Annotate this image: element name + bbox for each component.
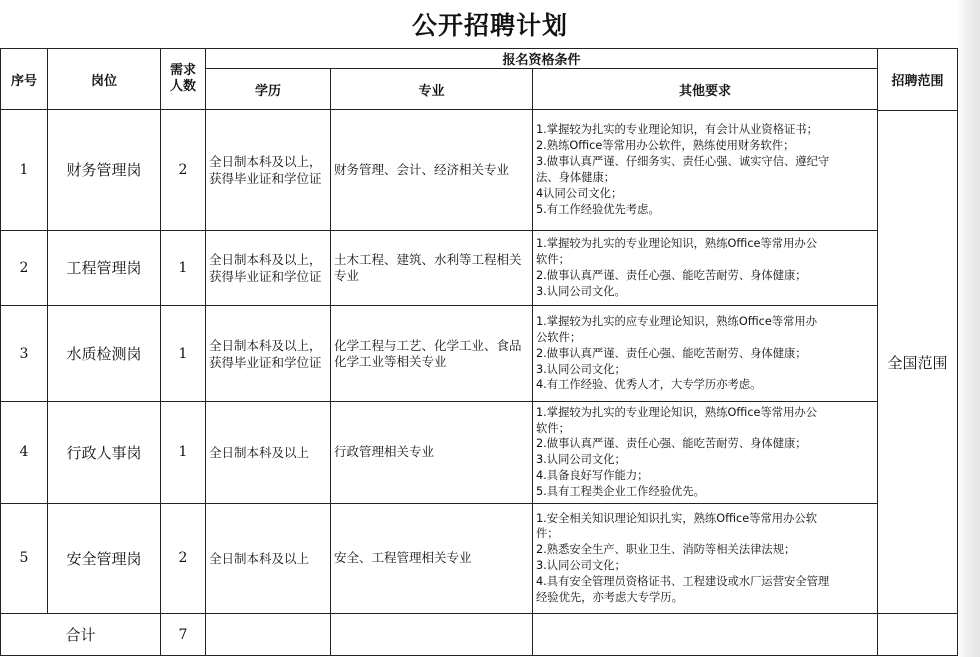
table-row — [1, 230, 958, 305]
header-scope: 招聘范围 — [878, 49, 957, 111]
total-row — [1, 614, 958, 656]
education-line: 获得毕业证和学位证 — [209, 354, 322, 370]
requirement-line: 1.安全相关知识理论知识扎实，熟练Office等常用办公软 — [536, 511, 817, 525]
row-major — [331, 503, 533, 613]
row-requirements — [533, 402, 878, 503]
header-scope-column — [878, 49, 958, 614]
recruitment-table — [0, 48, 958, 656]
row-education — [206, 110, 331, 230]
row-position: 工程管理岗 — [48, 230, 161, 305]
requirement-line: 经验优先，亦考虑大专学历。 — [536, 591, 683, 605]
total-label: 合计 — [1, 614, 161, 656]
row-seq: 2 — [1, 230, 48, 305]
row-count: 1 — [161, 305, 206, 401]
row-position: 水质检测岗 — [48, 305, 161, 401]
major-line: 专业 — [334, 267, 360, 283]
row-count: 1 — [161, 230, 206, 305]
requirement-line: 2.熟悉安全生产、职业卫生、消防等相关法律法规； — [536, 543, 796, 557]
row-count: 1 — [161, 402, 206, 503]
header-count-line2: 人数 — [169, 79, 196, 95]
total-value: 7 — [161, 614, 206, 656]
total-empty-cell — [878, 614, 958, 656]
row-seq: 1 — [1, 110, 48, 230]
header-row-1 — [1, 49, 958, 69]
header-position: 岗位 — [48, 49, 161, 110]
total-empty-cell — [331, 614, 533, 656]
requirement-line: 4.有工作经验、优秀人才，大专学历亦考虑。 — [536, 378, 762, 392]
requirement-line: 软件； — [536, 421, 570, 435]
row-education — [206, 503, 331, 613]
row-seq: 3 — [1, 305, 48, 401]
requirement-line: 2.做事认真严谨、责任心强、能吃苦耐劳、身体健康； — [536, 346, 807, 360]
row-major — [331, 110, 533, 230]
row-education — [206, 402, 331, 503]
header-count-line1: 需求 — [169, 63, 196, 79]
requirement-line: 1.掌握较为扎实的专业理论知识，有会计从业资格证书； — [536, 123, 818, 137]
major-line: 财务管理、会计、经济相关专业 — [334, 161, 510, 177]
table-row — [1, 402, 958, 503]
major-line: 化学工业等相关专业 — [334, 353, 447, 369]
header-other: 其他要求 — [533, 69, 878, 110]
requirement-line: 件； — [536, 527, 559, 541]
major-line: 土木工程、建筑、水利等工程相关 — [334, 251, 522, 267]
header-count — [161, 49, 206, 110]
row-count: 2 — [161, 503, 206, 613]
requirement-line: 1.掌握较为扎实的专业理论知识，熟练Office等常用办公 — [536, 236, 817, 250]
requirement-line: 4认同公司文化； — [536, 186, 623, 200]
requirement-line: 1.掌握较为扎实的专业理论知识，熟练Office等常用办公 — [536, 405, 817, 419]
header-major: 专业 — [331, 69, 533, 110]
table-row — [1, 503, 958, 613]
requirement-line: 4.具备良好写作能力； — [536, 469, 649, 483]
major-line: 安全、工程管理相关专业 — [334, 550, 472, 566]
requirement-line: 4.具有安全管理员资格证书、工程建设或水厂运营安全管理 — [536, 575, 830, 589]
major-line: 化学工程与工艺、化学工业、食品 — [334, 337, 522, 353]
requirement-line: 3.认同公司文化； — [536, 362, 626, 376]
total-empty-cell — [533, 614, 878, 656]
table-row — [1, 110, 958, 230]
education-line: 全日制本科及以上， — [209, 337, 322, 353]
education-line: 全日制本科及以上 — [209, 444, 310, 460]
header-education: 学历 — [206, 69, 331, 110]
row-requirements — [533, 305, 878, 401]
row-requirements — [533, 110, 878, 230]
row-education — [206, 305, 331, 401]
page-title: 公开招聘计划 — [411, 11, 568, 40]
row-position: 安全管理岗 — [48, 503, 161, 613]
row-education — [206, 230, 331, 305]
requirement-line: 1.掌握较为扎实的应专业理论知识，熟练Office等常用办 — [536, 314, 817, 328]
requirement-line: 2.做事认真严谨、责任心强、能吃苦耐劳、身体健康； — [536, 268, 807, 282]
education-line: 获得毕业证和学位证 — [209, 170, 322, 186]
row-position: 财务管理岗 — [48, 110, 161, 230]
requirement-line: 软件； — [536, 252, 570, 266]
requirement-line: 公软件； — [536, 330, 582, 344]
education-line: 获得毕业证和学位证 — [209, 268, 322, 284]
row-major — [331, 305, 533, 401]
row-major — [331, 402, 533, 503]
requirement-line: 3.做事认真严谨、仔细务实、责任心强、诚实守信、遵纪守 — [536, 155, 830, 168]
requirement-line: 3.认同公司文化； — [536, 453, 626, 467]
education-line: 全日制本科及以上， — [209, 153, 322, 169]
education-line: 全日制本科及以上， — [209, 251, 322, 267]
requirement-line: 法、身体健康； — [536, 170, 616, 184]
window-edge-shadow — [958, 0, 980, 657]
row-seq: 4 — [1, 402, 48, 503]
row-position: 行政人事岗 — [48, 402, 161, 503]
row-requirements — [533, 230, 878, 305]
row-count: 2 — [161, 110, 206, 230]
header-seq: 序号 — [1, 49, 48, 110]
table-row — [1, 305, 958, 401]
requirement-line: 5.有工作经验优先考虑。 — [536, 202, 660, 216]
requirement-line: 5.具有工程类企业工作经验优先。 — [536, 485, 705, 499]
education-line: 全日制本科及以上 — [209, 550, 310, 566]
total-empty-cell — [206, 614, 331, 656]
requirement-line: 2.熟练Office等常用办公软件，熟练使用财务软件； — [536, 139, 795, 153]
requirement-line: 3.认同公司文化； — [536, 559, 626, 573]
row-seq: 5 — [1, 503, 48, 613]
requirement-line: 3.认同公司文化。 — [536, 284, 626, 298]
header-conditions: 报名资格条件 — [206, 49, 878, 69]
requirement-line: 2.做事认真严谨、责任心强、能吃苦耐劳、身体健康； — [536, 437, 807, 451]
major-line: 行政管理相关专业 — [334, 444, 435, 460]
scope-value: 全国范围 — [887, 353, 948, 372]
row-major — [331, 230, 533, 305]
row-requirements — [533, 503, 878, 613]
